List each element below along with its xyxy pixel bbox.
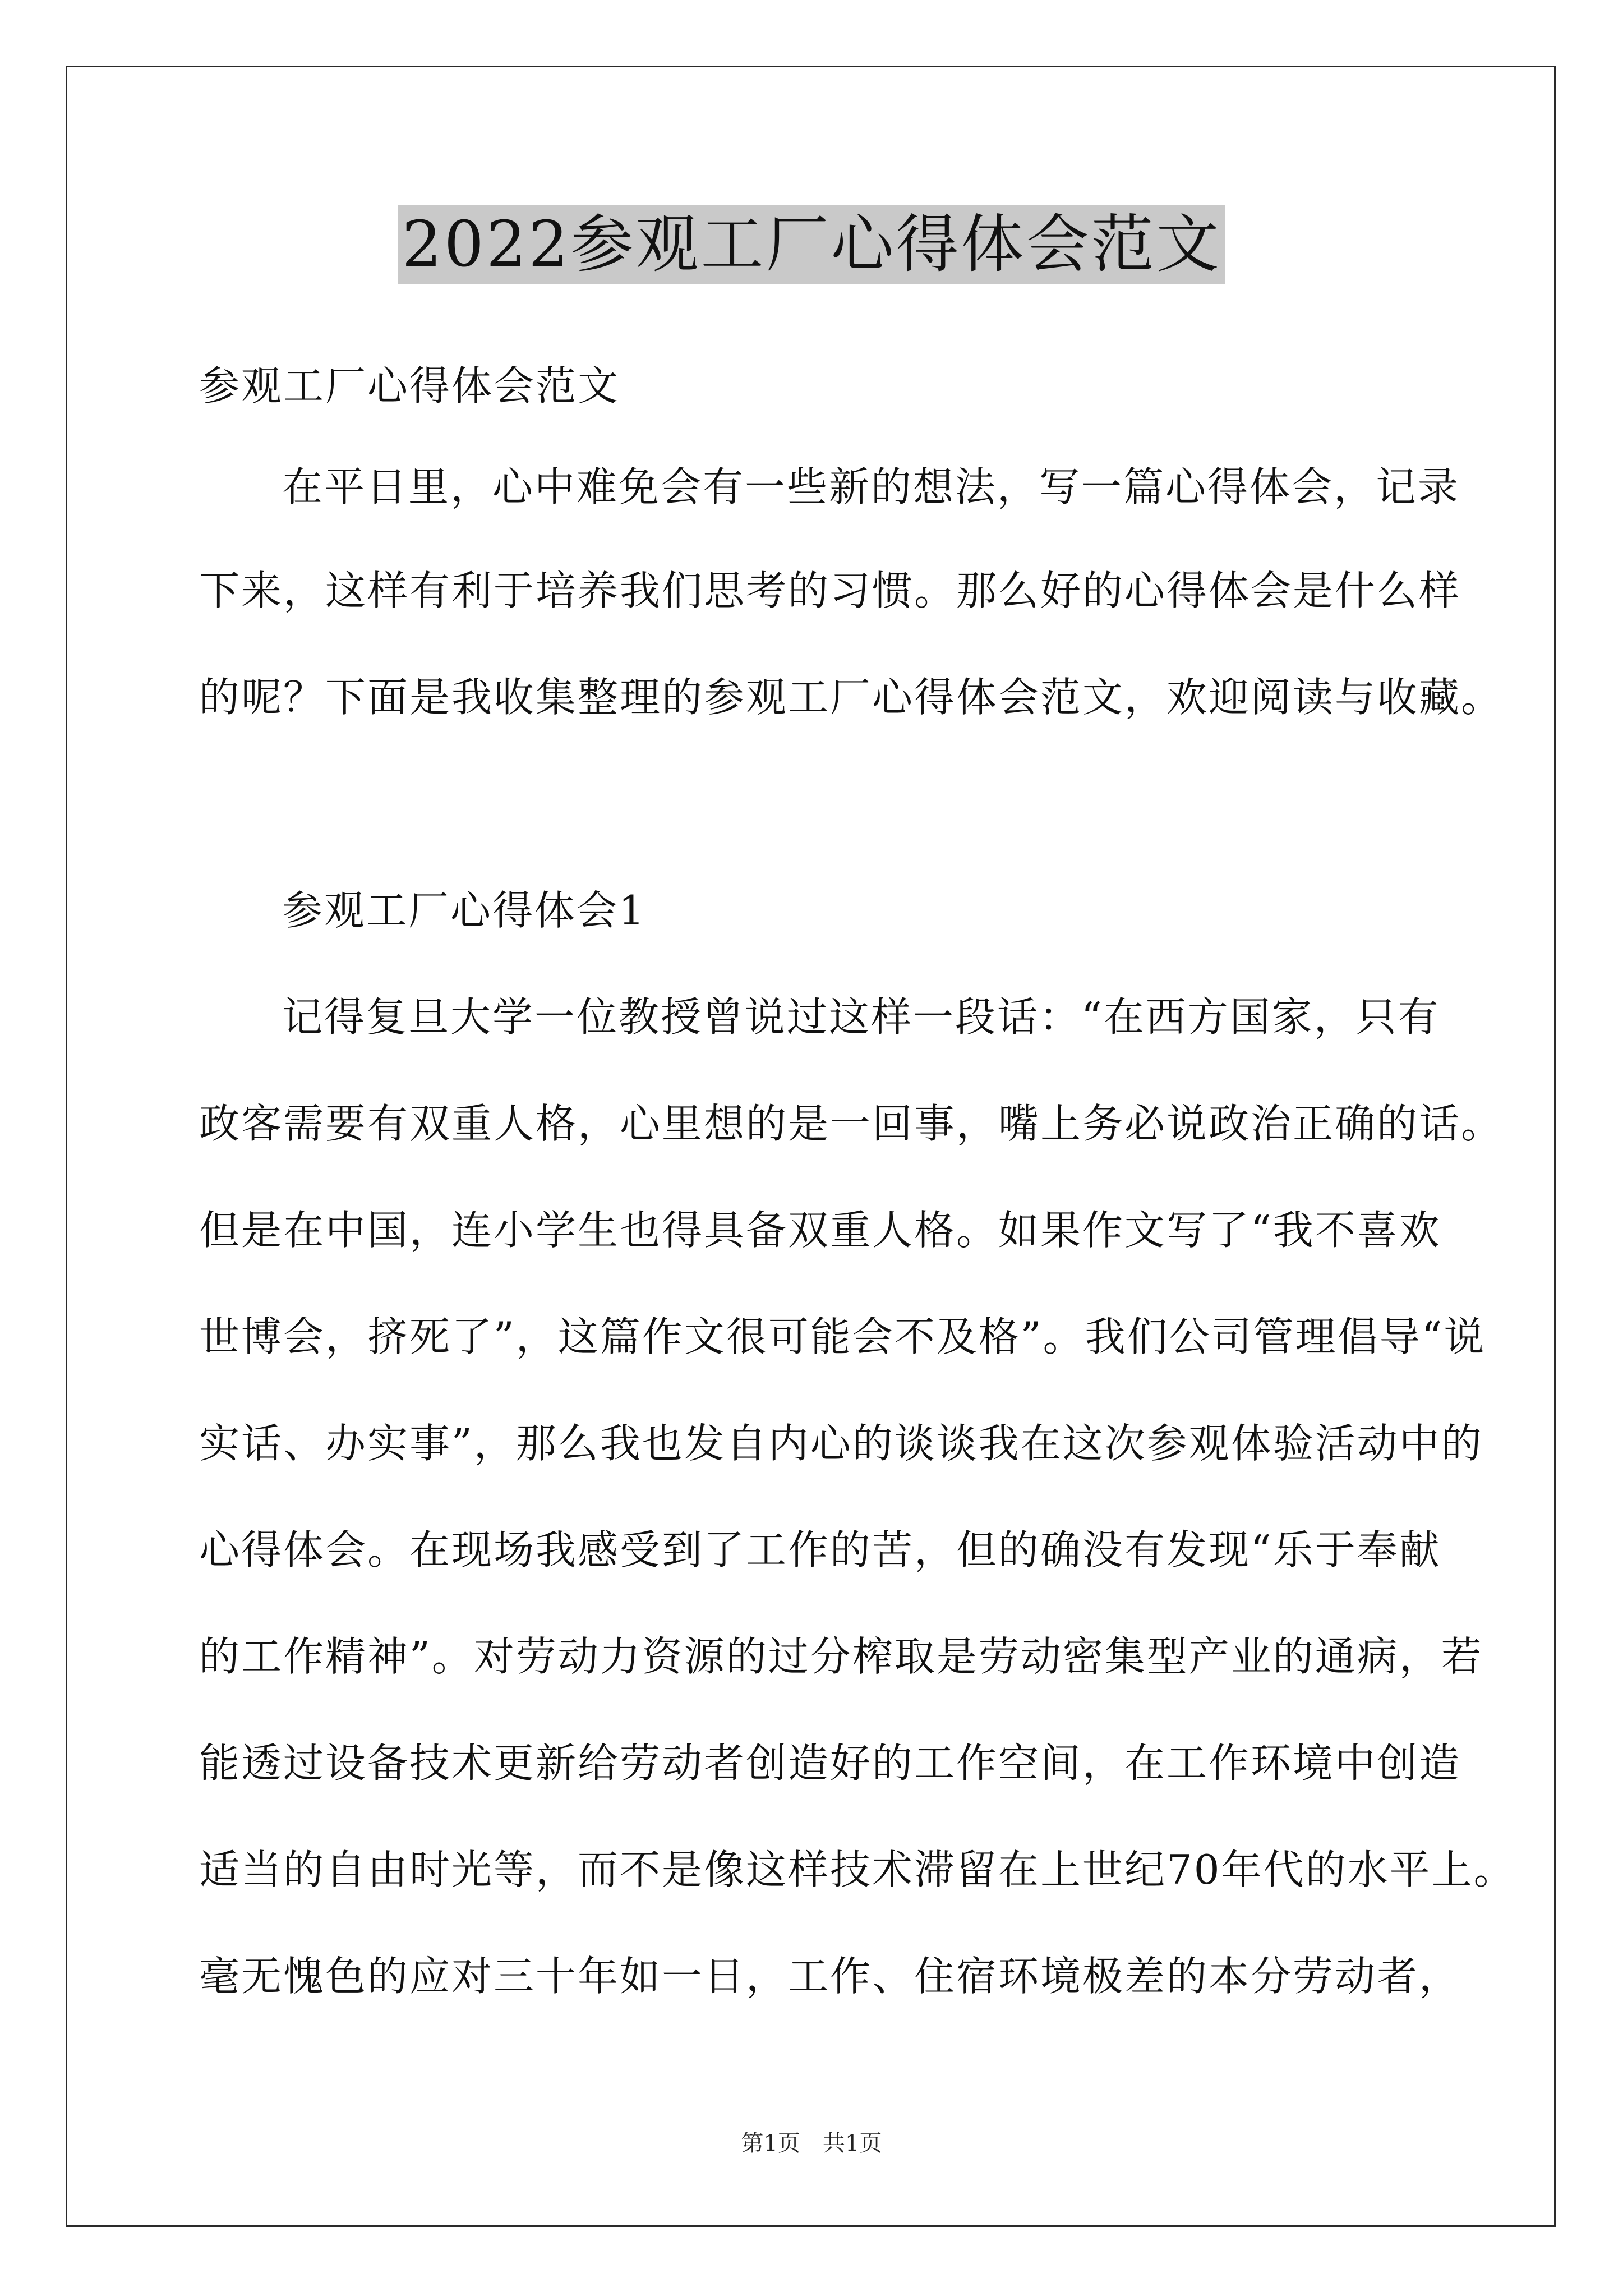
body-line: 但是在中国，连小学生也得具备双重人格。如果作文写了“我不喜欢 [199,1207,1441,1254]
intro-line: 的呢？下面是我收集整理的参观工厂心得体会范文，欢迎阅读与收藏。 [199,674,1504,721]
body-line: 的工作精神”。对劳动力资源的过分榨取是劳动密集型产业的通病，若 [199,1633,1483,1680]
body-line: 记得复旦大学一位教授曾说过这样一段话：“在西方国家，只有 [282,993,1440,1041]
body-line: 心得体会。在现场我感受到了工作的苦，但的确没有发现“乐于奉献 [199,1526,1441,1573]
document-subtitle: 参观工厂心得体会范文 [199,362,620,409]
body-line: 政客需要有双重人格，心里想的是一回事，嘴上务必说政治正确的话。 [199,1100,1504,1147]
body-line: 实话、办实事”，那么我也发自内心的谈谈我在这次参观体验活动中的 [199,1420,1483,1467]
title-block [0,205,1623,284]
intro-line: 下来，这样有利于培养我们思考的习惯。那么好的心得体会是什么样 [199,567,1461,614]
body-line: 毫无愧色的应对三十年如一日，工作、住宿环境极差的本分劳动者， [199,1953,1461,2000]
body-line: 能透过设备技术更新给劳动者创造好的工作空间，在工作环境中创造 [199,1740,1461,1787]
body-line: 适当的自由时光等，而不是像这样技术滞留在上世纪70年代的水平上。 [199,1846,1516,1893]
section-heading: 参观工厂心得体会1 [282,887,646,934]
document-title: 2022参观工厂心得体会范文 [398,205,1224,284]
intro-line: 在平日里，心中难免会有一些新的想法，写一篇心得体会，记录 [282,463,1460,510]
body-line: 世博会，挤死了”，这篇作文很可能会不及格”。我们公司管理倡导“说 [199,1313,1486,1360]
page-footer: 第1页 共1页 [741,2131,882,2156]
